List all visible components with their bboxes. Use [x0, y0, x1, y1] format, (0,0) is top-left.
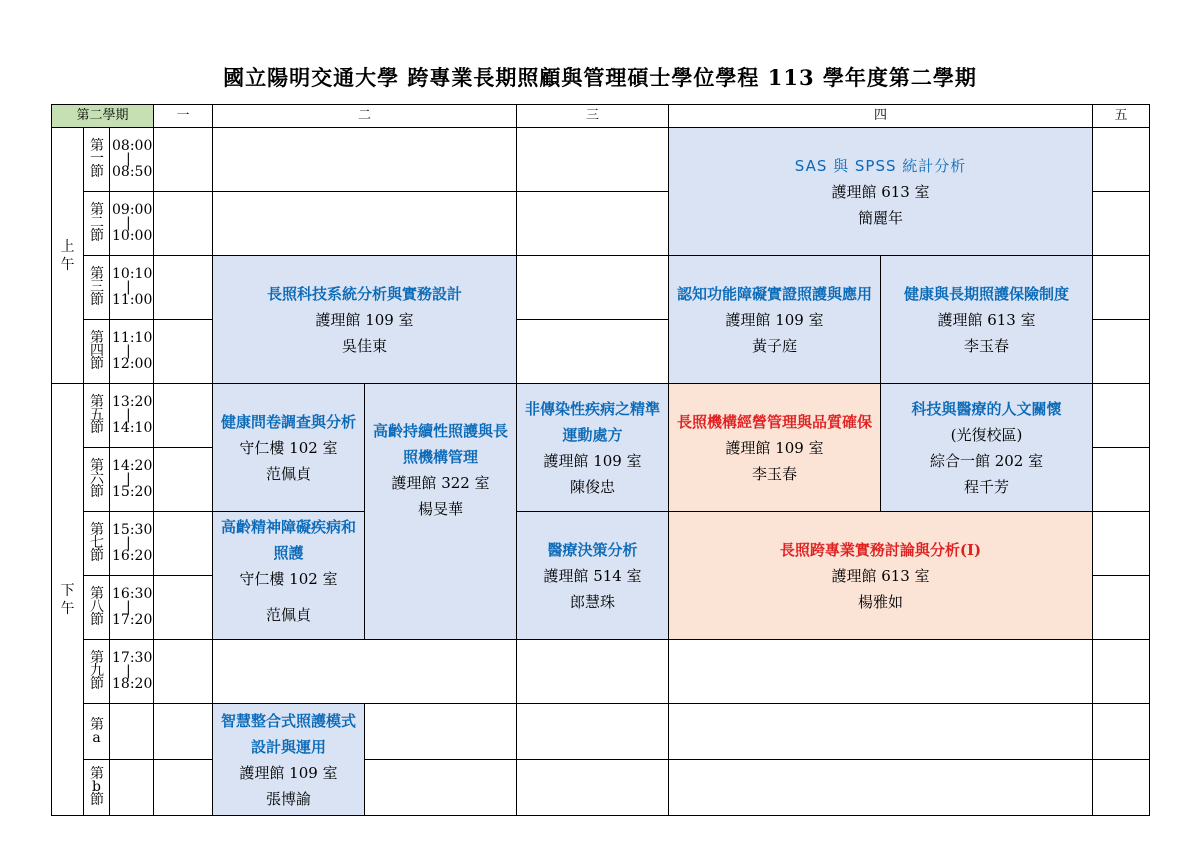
- course-location: 守仁樓 102 室: [239, 570, 338, 588]
- empty-cell: [669, 640, 1093, 704]
- period-sep: |: [126, 215, 131, 231]
- period-end: 17:20: [112, 612, 153, 628]
- course-cell-humanities[interactable]: [881, 384, 1093, 512]
- period-start: 16:30: [112, 586, 153, 602]
- empty-cell: [213, 192, 517, 256]
- empty-cell: [154, 128, 213, 192]
- empty-cell: [154, 512, 213, 576]
- period-num-text: 第九節: [90, 650, 104, 692]
- empty-cell: [154, 384, 213, 448]
- empty-cell: [517, 256, 669, 320]
- period-time: [110, 128, 154, 192]
- empty-cell: [154, 640, 213, 704]
- course-title: 智慧整合式照護模式設計與運用: [220, 711, 356, 756]
- period-num: [84, 760, 110, 816]
- empty-cell: [1093, 704, 1150, 760]
- period-sep: |: [126, 471, 131, 487]
- course-title: 科技與醫療的人文關懷: [911, 399, 1062, 418]
- period-time: [110, 512, 154, 576]
- empty-cell: [1093, 640, 1150, 704]
- period-time: [110, 256, 154, 320]
- course-cell-ltc-tech[interactable]: [213, 256, 517, 384]
- course-note: (光復校區): [950, 425, 1023, 444]
- empty-cell: [1093, 448, 1150, 512]
- course-location: 綜合一館 202 室: [929, 451, 1044, 470]
- period-num: [84, 256, 110, 320]
- course-location: 護理館 109 室: [543, 451, 642, 470]
- period-num-text: 第二節: [90, 202, 104, 244]
- course-title: 長照科技系統分析與實務設計: [267, 284, 463, 303]
- period-num: [84, 576, 110, 640]
- course-title: 長照機構經營管理與品質確保: [677, 412, 873, 431]
- period-num: [84, 448, 110, 512]
- empty-cell: [669, 760, 1093, 816]
- day-header-mon: 一: [154, 105, 213, 128]
- period-start: 17:30: [112, 650, 153, 666]
- period-num-text: 第a: [90, 716, 104, 746]
- empty-cell: [1093, 576, 1150, 640]
- course-location: 護理館 613 室: [831, 566, 930, 585]
- empty-cell: [365, 704, 517, 760]
- period-time: [110, 576, 154, 640]
- day-header-wed: 三: [517, 105, 669, 128]
- semester-label: 第二學期: [52, 105, 154, 128]
- period-num-text: 第三節: [90, 266, 104, 308]
- course-instructor: 吳佳東: [342, 336, 388, 355]
- empty-cell: [154, 320, 213, 384]
- period-end: 18:20: [112, 676, 153, 692]
- empty-cell: [517, 640, 669, 704]
- period-time: [110, 320, 154, 384]
- course-instructor: 楊旻華: [418, 500, 464, 518]
- period-end: 10:00: [112, 228, 153, 244]
- afternoon-label: [52, 384, 84, 816]
- spacer: [213, 592, 364, 602]
- period-sep: |: [126, 535, 131, 551]
- course-title: 醫療決策分析: [547, 540, 638, 559]
- empty-cell: [213, 640, 517, 704]
- period-num: [84, 192, 110, 256]
- period-num-text: 第八節: [90, 586, 104, 628]
- period-num-text: 第四節: [90, 330, 104, 372]
- period-start: 13:20: [112, 394, 153, 410]
- empty-cell: [1093, 320, 1150, 384]
- period-end: 11:00: [112, 292, 153, 308]
- course-location: 護理館 109 室: [239, 763, 338, 782]
- course-cell-sas[interactable]: [669, 128, 1093, 256]
- period-num-text: 第七節: [90, 522, 104, 564]
- half-day-pm: 下午: [60, 582, 75, 617]
- course-title: 長照跨專業實務討論與分析(I): [779, 540, 982, 559]
- empty-cell: [154, 192, 213, 256]
- course-cell-questionnaire[interactable]: [213, 384, 365, 512]
- period-end: 08:50: [112, 164, 153, 180]
- course-title: 非傳染性疾病之精準運動處方: [525, 399, 661, 444]
- course-instructor: 李玉春: [964, 336, 1010, 355]
- empty-cell: [1093, 384, 1150, 448]
- empty-cell: [669, 704, 1093, 760]
- course-title: 認知功能障礙實證照護與應用: [677, 284, 873, 303]
- course-instructor: 郎慧珠: [570, 592, 616, 611]
- empty-cell: [517, 192, 669, 256]
- empty-cell: [154, 448, 213, 512]
- empty-cell: [365, 760, 517, 816]
- period-sep: |: [126, 599, 131, 615]
- course-cell-smart-care[interactable]: [213, 704, 365, 816]
- empty-cell: [154, 576, 213, 640]
- course-cell-institution[interactable]: [669, 384, 881, 512]
- course-cell-practice[interactable]: [669, 512, 1093, 640]
- period-sep: |: [126, 279, 131, 295]
- period-num-text: 第一節: [90, 138, 104, 180]
- empty-cell: [154, 760, 213, 816]
- half-day-am: 上午: [60, 238, 75, 273]
- period-time: [110, 640, 154, 704]
- course-instructor: 陳俊忠: [570, 477, 616, 496]
- empty-cell: [1093, 128, 1150, 192]
- period-end: 15:20: [112, 484, 153, 500]
- period-num-text: 第六節: [90, 458, 104, 500]
- period-sep: |: [126, 343, 131, 359]
- course-instructor: 李玉春: [752, 464, 798, 483]
- day-header-fri: 五: [1093, 105, 1150, 128]
- morning-label: [52, 128, 84, 384]
- course-location: 守仁樓 102 室: [239, 438, 338, 457]
- page-title: 國立陽明交通大學 跨專業長期照顧與管理碩士學位學程 113 學年度第二學期: [223, 65, 977, 90]
- period-end: 12:00: [112, 356, 153, 372]
- course-cell-mental[interactable]: [213, 512, 365, 640]
- course-instructor: 范佩貞: [265, 606, 311, 624]
- course-location: 護理館 109 室: [315, 310, 414, 329]
- empty-cell: [1093, 512, 1150, 576]
- period-start: 09:00: [112, 202, 153, 218]
- course-cell-decision[interactable]: [517, 512, 669, 640]
- course-cell-insurance[interactable]: [881, 256, 1093, 384]
- period-num: [84, 704, 110, 760]
- course-location: 護理館 109 室: [725, 310, 824, 329]
- course-location: 護理館 322 室: [391, 474, 490, 492]
- course-cell-sustainable[interactable]: [365, 384, 517, 640]
- course-instructor: 黃子庭: [752, 336, 798, 355]
- course-instructor: 張博諭: [265, 789, 311, 808]
- day-header-tue: 二: [213, 105, 517, 128]
- period-time: [110, 448, 154, 512]
- course-title: SAS 與 SPSS 統計分析: [794, 156, 967, 175]
- empty-cell: [517, 320, 669, 384]
- period-time: [110, 384, 154, 448]
- period-num: [84, 320, 110, 384]
- period-num: [84, 640, 110, 704]
- course-location: 護理館 613 室: [831, 182, 930, 201]
- course-instructor: 范佩貞: [265, 464, 311, 483]
- period-sep: |: [126, 407, 131, 423]
- period-num: [84, 128, 110, 192]
- period-num-text: 第五節: [90, 394, 104, 436]
- course-instructor: 簡麗年: [858, 208, 904, 227]
- course-instructor: 楊雅如: [858, 592, 904, 611]
- empty-cell: [517, 704, 669, 760]
- period-num: [84, 512, 110, 576]
- course-cell-cognitive[interactable]: [669, 256, 881, 384]
- period-start: 08:00: [112, 138, 153, 154]
- course-timetable: [51, 104, 1150, 816]
- period-num-text: 第b節: [90, 766, 104, 808]
- empty-cell: [1093, 760, 1150, 816]
- course-location: 護理館 109 室: [725, 438, 824, 457]
- period-start: 15:30: [112, 522, 153, 538]
- day-header-thu: 四: [669, 105, 1093, 128]
- course-title: 健康問卷調查與分析: [220, 412, 356, 431]
- period-sep: |: [126, 663, 131, 679]
- course-title: 高齡精神障礙疾病和照護: [220, 518, 356, 562]
- course-instructor: 程千芳: [964, 477, 1010, 496]
- period-time: [110, 704, 154, 760]
- empty-cell: [517, 760, 669, 816]
- course-location: 護理館 613 室: [937, 310, 1036, 329]
- period-start: 11:10: [112, 330, 153, 346]
- empty-cell: [1093, 192, 1150, 256]
- empty-cell: [154, 256, 213, 320]
- empty-cell: [154, 704, 213, 760]
- empty-cell: [213, 128, 517, 192]
- course-title: 高齡持續性照護與長照機構管理: [373, 422, 509, 466]
- course-location: 護理館 514 室: [543, 566, 642, 585]
- empty-cell: [1093, 256, 1150, 320]
- empty-cell: [517, 128, 669, 192]
- period-time: [110, 192, 154, 256]
- period-start: 10:10: [112, 266, 153, 282]
- period-start: 14:20: [112, 458, 153, 474]
- period-end: 14:10: [112, 420, 153, 436]
- period-num: [84, 384, 110, 448]
- course-title: 健康與長期照護保險制度: [904, 284, 1070, 303]
- period-end: 16:20: [112, 548, 153, 564]
- course-cell-ncd-exercise[interactable]: [517, 384, 669, 512]
- period-sep: |: [126, 151, 131, 167]
- period-time: [110, 760, 154, 816]
